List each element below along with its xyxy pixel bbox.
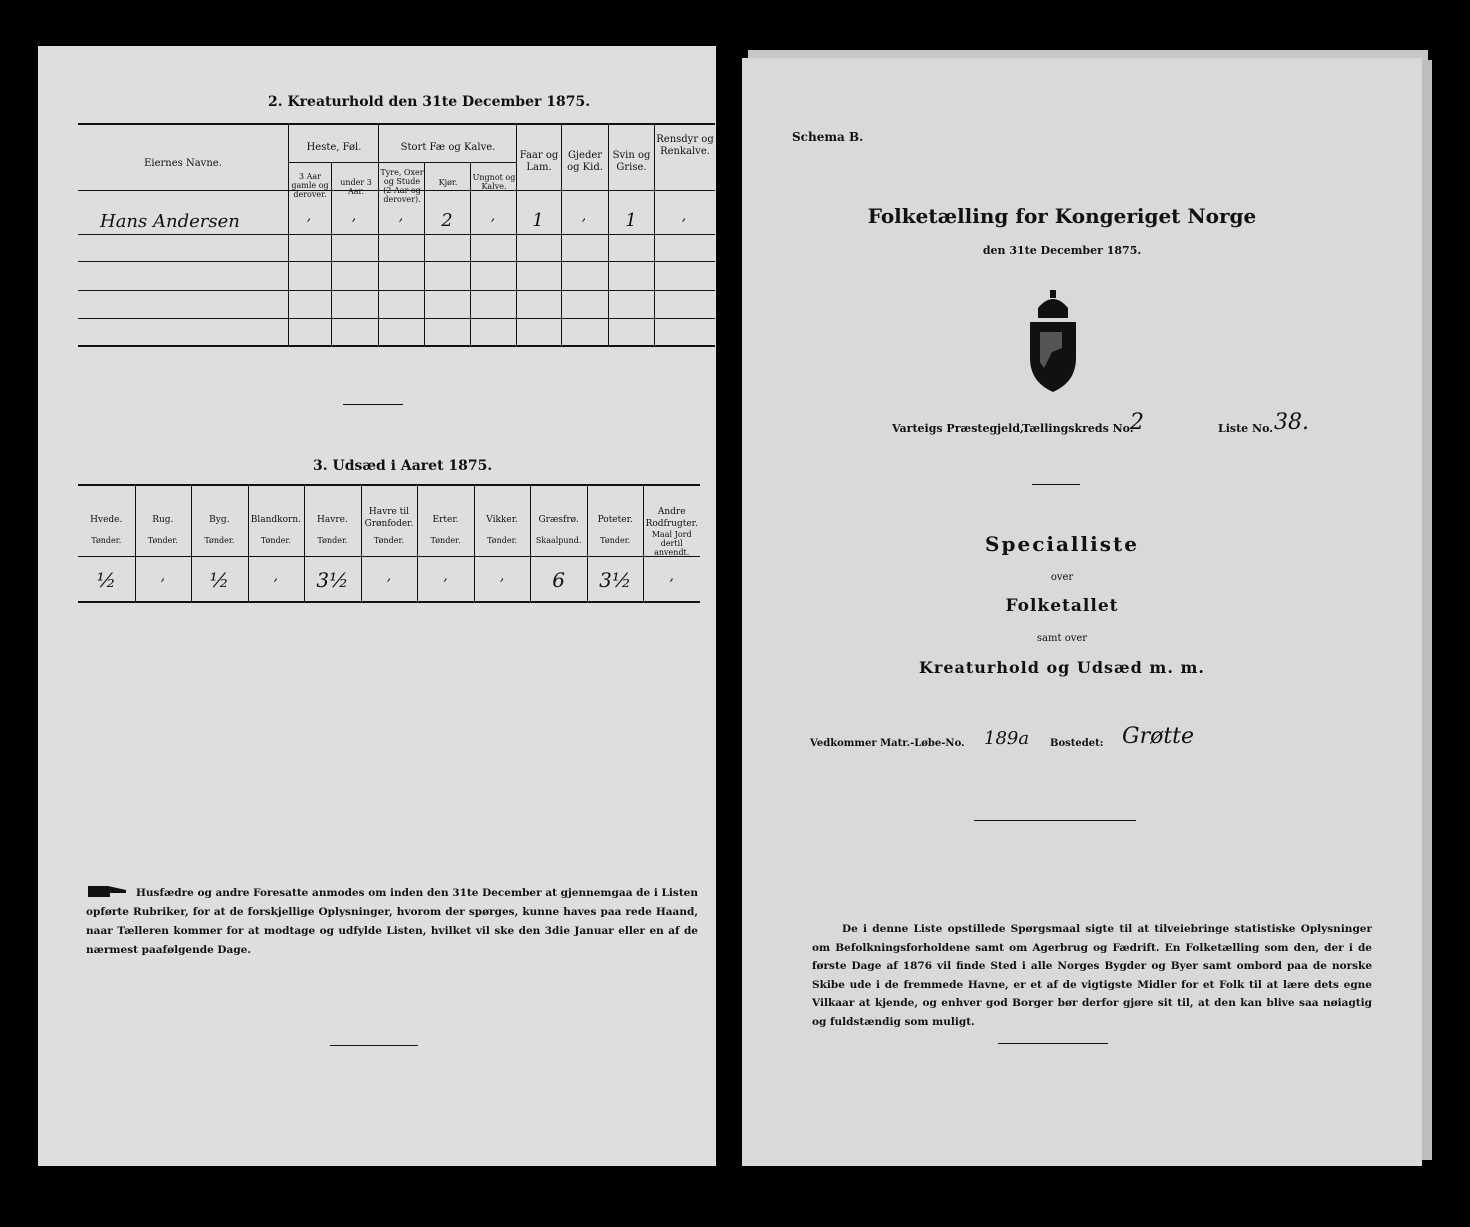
matr-label: Vedkommer Matr.-Løbe-No. (810, 738, 965, 749)
livestock-value-2: , (398, 208, 404, 224)
horses-sub2-header: under 3 Aar. (340, 178, 372, 196)
date-line: den 31te December 1875. (982, 244, 1142, 257)
livestock-value-1: , (351, 208, 357, 224)
owner-header: Eiernes Navne. (144, 158, 222, 169)
livestock-value-6: , (581, 208, 587, 224)
prestegjeld-label: Varteigs Præstegjeld, (892, 422, 1024, 435)
cattle-sub3-header: Ungnot og Kalve. (472, 173, 516, 191)
samt-over-text: samt over (1036, 633, 1088, 644)
seed-header-5: Havre til Grønfoder. (364, 507, 414, 529)
seed-header-8: Græsfrø. (538, 515, 579, 525)
owner-name: Hans Andersen (100, 211, 240, 232)
seed-unit-9: Tønder. (600, 536, 631, 545)
liste-value: 38. (1274, 410, 1309, 435)
main-title: Folketælling for Kongeriget Norge (867, 204, 1257, 228)
matr-value: 189a (984, 728, 1030, 749)
seed-unit-2: Tønder. (204, 536, 235, 545)
seed-value-5: , (386, 568, 392, 584)
left-page (38, 46, 716, 1166)
reindeer-header: Rensdyr og Renkalve. (656, 134, 714, 157)
kreaturhold-title: Kreaturhold og Udsæd m. m. (919, 658, 1205, 677)
cattle-sub2-header: Kjør. (438, 178, 458, 187)
seed-value-4: 3½ (316, 568, 349, 592)
notice-text: Husfædre og andre Foresatte anmodes om inden den 31te December at gjennemgaa de i Listen opførte Rubriker, for at de forskjellige Oplysninger, hvorom der spørges, kunne haves paa rede Haand, naar Tælleren kommer for at modtage og udfylde Listen, hvilket vil ske den 3die Januar eller en af de nærmest paafølgende Dage. (86, 887, 698, 956)
kreds-value: 2 (1130, 410, 1144, 435)
livestock-value-3: 2 (441, 210, 453, 231)
bostedet-value: Grøtte (1122, 724, 1195, 749)
seed-unit-7: Tønder. (487, 536, 518, 545)
livestock-value-4: , (490, 208, 496, 224)
liste-label: Liste No. (1218, 422, 1274, 435)
seed-unit-10: Maal Jord dertil anvendt. (651, 530, 692, 557)
seed-unit-8: Skaalpund. (535, 536, 582, 545)
livestock-value-0: , (306, 208, 312, 224)
section3-title: 3. Udsæd i Aaret 1875. (313, 458, 493, 474)
seed-header-3: Blandkorn. (250, 515, 302, 525)
kreds-label: Tællingskreds No. (1022, 422, 1134, 435)
seed-value-3: , (273, 568, 279, 584)
section2-title: 2. Kreaturhold den 31te December 1875. (268, 94, 591, 110)
footer-text: De i denne Liste opstillede Spørgsmaal sigte til at tilveiebringe statistiske Oplysninger om Befolkningsforholdene samt om Agerbrug og Fædrift. En Folketælling som den, der i de første Dage af 1876 vil finde Sted i alle Norges Bygder og Byer samt ombord paa de norske Skibe ude i de fremmede Havne, er et af de vigtigste Midler for et Folk til at lære dets egne Vilkaar at kjende, og enhver god Borger bør derfor gjøre sit til, at den kan blive saa nøiagtig og fuldstændig som muligt. (812, 923, 1372, 1028)
seed-header-1: Rug. (152, 515, 174, 525)
seed-value-2: ½ (209, 568, 230, 592)
cattle-header: Stort Fæ og Kalve. (400, 142, 496, 153)
coat-of-arms-icon (1024, 288, 1082, 394)
right-page (742, 58, 1422, 1166)
seed-header-6: Erter. (432, 515, 459, 525)
seed-unit-5: Tønder. (373, 536, 404, 545)
seed-value-1: , (160, 568, 166, 584)
seed-unit-0: Tønder. (91, 536, 122, 545)
seed-header-9: Poteter. (597, 515, 633, 525)
seed-value-8: 6 (552, 568, 565, 592)
bostedet-label: Bostedet: (1050, 738, 1104, 749)
seed-value-7: , (499, 568, 505, 584)
cattle-sub1-header: Tyre, Oxer og Stude (2 Aar og derover). (380, 168, 424, 204)
seed-header-7: Vikker. (486, 515, 518, 525)
pigs-header: Svin og Grise. (612, 150, 651, 173)
seed-header-4: Havre. (317, 515, 348, 525)
horses-header: Heste, Føl. (306, 142, 362, 153)
schema-label: Schema B. (792, 130, 864, 144)
folketallet-title: Folketallet (1005, 596, 1119, 616)
seed-value-6: , (443, 568, 448, 584)
seed-header-0: Hvede. (90, 515, 123, 525)
livestock-value-7: 1 (625, 210, 637, 231)
seed-value-0: ½ (96, 568, 116, 592)
goats-header: Gjeder og Kid. (567, 150, 603, 173)
seed-unit-3: Tønder. (260, 536, 291, 545)
horses-sub1-header: 3 Aar gamle og derover. (291, 172, 329, 199)
seed-unit-1: Tønder. (147, 536, 178, 545)
livestock-value-8: , (681, 208, 687, 224)
seed-header-2: Byg. (209, 515, 230, 525)
seed-value-10: , (669, 568, 674, 584)
seed-value-9: 3½ (599, 568, 632, 592)
seed-unit-6: Tønder. (430, 536, 461, 545)
seed-unit-4: Tønder. (317, 536, 348, 545)
sheep-header: Faar og Lam. (519, 150, 559, 173)
livestock-value-5: 1 (532, 210, 544, 231)
seed-header-10: Andre Rodfrugter. (645, 507, 698, 529)
over-text: over (1050, 572, 1074, 583)
specialliste-title: Specialliste (985, 532, 1139, 556)
